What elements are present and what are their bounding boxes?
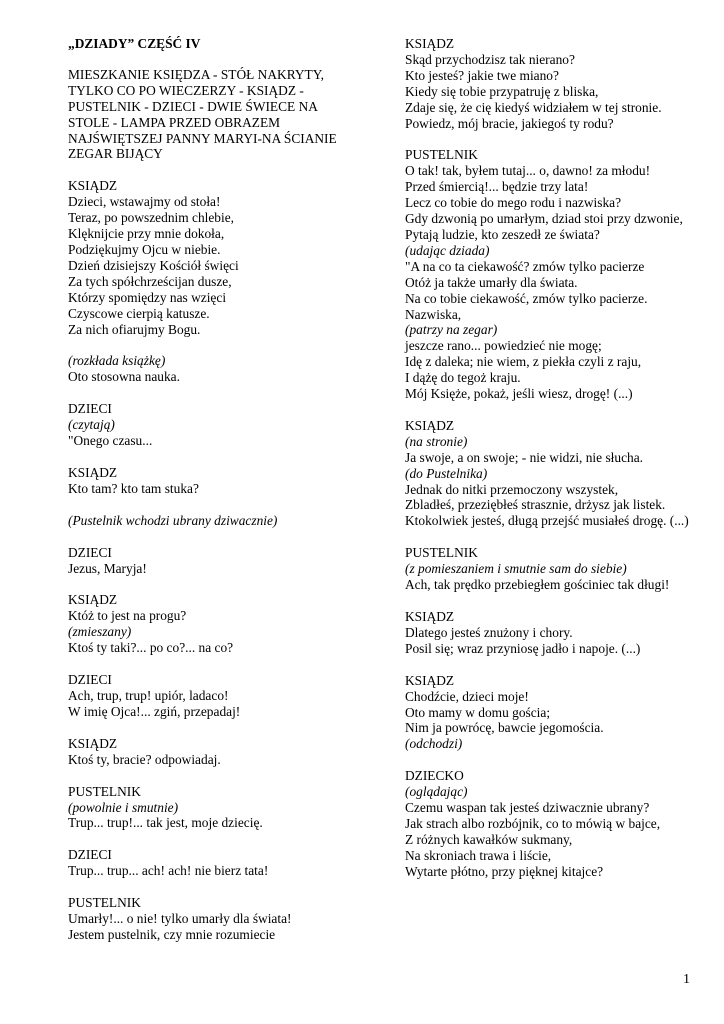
dialogue-block [68,545,358,577]
dialogue-line: Nazwiska, [405,306,462,322]
dialogue-line: PUSTELNIK [68,783,141,799]
dialogue-line: Ach, tak prędko przebiegłem gościniec tak długi! [405,577,670,593]
dialogue-line: Powiedz, mój bracie, jakiegoś ty rodu? [405,115,614,131]
dialogue-block [405,418,705,529]
dialogue-line: Idę z daleka; nie wiem, z piekła czyli z raju, [405,354,642,370]
right-dialogue [405,36,705,880]
dialogue-block [405,545,705,593]
dialogue-line: Nim ja powrócę, bawcie jegomościa. [405,720,604,736]
stage-direction: (zmieszany) [68,624,132,640]
dialogue-line: Ktoś ty, bracie? odpowiadaj. [68,751,221,767]
dialogue-line: DZIECI [68,672,112,688]
dialogue-line: W imię Ojca!... zgiń, przepadaj! [68,703,241,719]
dialogue-line: O tak! tak, byłem tutaj... o, dawno! za młodu! [405,163,651,179]
dialogue-line: Wytarte płótno, przy pięknej kitajce? [405,863,604,879]
stage-direction: (z pomieszaniem i smutnie sam do siebie) [405,561,627,577]
dialogue-block [405,36,705,131]
dialogue-line: Oto mamy w domu gościa; [405,704,551,720]
dialogue-line: KSIĄDZ [405,672,455,688]
dialogue-line: KSIĄDZ [68,178,118,194]
stage-direction: (odchodzi) [405,736,463,752]
dialogue-block [68,353,358,385]
dialogue-block [68,847,358,879]
dialogue-block [68,895,358,943]
dialogue-block [405,768,705,879]
left-column [68,36,358,959]
dialogue-line: Przed śmiercią!... będzie trzy lata! [405,179,589,195]
dialogue-block [68,592,358,656]
dialogue-line: jeszcze rano... powiedzieć nie mogę; [405,338,602,354]
dialogue-line: I dążę do tegoż kraju. [405,370,521,386]
dialogue-block [68,513,358,529]
dialogue-line: Otóż ja także umarły dla świata. [405,274,578,290]
dialogue-line: Dzieci, wstawajmy od stoła! [68,194,221,210]
stage-direction: (rozkłada książkę) [68,353,166,369]
dialogue-line: Na co tobie ciekawość, zmów tylko pacierze. [405,290,648,306]
stage-direction: (do Pustelnika) [405,465,488,481]
dialogue-line: Kiedy się tobie przypatruję z bliska, [405,83,599,99]
stage-direction: (czytają) [68,417,115,433]
dialogue-block [68,401,358,449]
dialogue-line: Skąd przychodzisz tak nierano? [405,51,575,67]
dialogue-line: Pytają ludzie, kto zeszedł ze świata? [405,226,600,242]
dialogue-line: Podziękujmy Ojcu w niebie. [68,241,221,257]
dialogue-block [68,736,358,768]
dialogue-line: Dlatego jesteś znużony i chory. [405,624,573,640]
dialogue-block [405,673,705,753]
left-dialogue [68,178,358,943]
dialogue-line: Gdy dzwonią po umarłym, dziad stoi przy dzwonie, [405,211,683,227]
dialogue-line: Zbladłeś, przeziębłeś strasznie, drżysz jak listek. [405,497,666,513]
dialogue-line: Za tych spółchrześcijan dusze, [68,273,232,289]
dialogue-line: Ktoś ty taki?... po co?... na co? [68,640,234,656]
dialogue-line: DZIECKO [405,768,464,784]
dialogue-line: Kto tam? kto tam stuka? [68,480,199,496]
dialogue-block [68,784,358,832]
dialogue-line: DZIECI [68,544,112,560]
dialogue-line: KSIĄDZ [405,417,455,433]
page-number: 1 [683,972,690,987]
dialogue-line: Chodźcie, dzieci moje! [405,688,529,704]
scene-setting: MIESZKANIE KSIĘDZA - STÓŁ NAKRYTY, TYLKO CO PO WIECZERZY - KSIĄDZ - PUSTELNIK - DZIECI - DWIE ŚWIECE NA STOLE - LAMPA PRZED OBRAZEM NAJŚWIĘTSZEJ PANNY MARYI-NA ŚCIANIE ZEGAR BIJĄCY [68,66,337,162]
dialogue-line: KSIĄDZ [68,464,118,480]
stage-direction: (patrzy na zegar) [405,322,498,338]
stage-direction: (powolnie i smutnie) [68,799,179,815]
dialogue-line: Trup... trup!... tak jest, moje dziecię. [68,815,263,831]
dialogue-line: Kto jesteś? jakie twe miano? [405,67,559,83]
dialogue-line: Jak strach albo rozbójnik, co to mówią w bajce, [405,815,661,831]
dialogue-line: PUSTELNIK [405,545,478,561]
dialogue-line: Którzy spomiędzy nas wzięci [68,289,227,305]
dialogue-line: Ja swoje, a on swoje; - nie widzi, nie słucha. [405,449,643,465]
dialogue-line: Czemu waspan tak jesteś dziwacznie ubrany? [405,800,650,816]
document-title: „DZIADY” CZĘŚĆ IV [68,36,201,51]
dialogue-line: DZIECI [68,847,112,863]
dialogue-line: KSIĄDZ [405,36,455,51]
dialogue-line: PUSTELNIK [405,147,478,163]
dialogue-line: PUSTELNIK [68,895,141,911]
dialogue-line: Zdaje się, że cię kiedyś widziałem w tej stronie. [405,99,662,115]
dialogue-block [405,147,705,402]
dialogue-block [405,609,705,657]
dialogue-line: "Onego czasu... [68,433,153,449]
stage-direction: (oglądając) [405,784,468,800]
dialogue-line: KSIĄDZ [68,592,118,608]
dialogue-line: DZIECI [68,401,112,417]
dialogue-block [68,178,358,337]
dialogue-line: Ktokolwiek jesteś, długą przejść musiałeś drogę. (...) [405,513,689,529]
stage-direction: (Pustelnik wchodzi ubrany dziwacznie) [68,512,278,528]
dialogue-line: Jednak do nitki przemoczony wszystek, [405,481,619,497]
right-column [405,36,705,896]
dialogue-block [68,465,358,497]
dialogue-line: KSIĄDZ [68,735,118,751]
dialogue-line: Lecz co tobie do mego rodu i nazwiska? [405,195,622,211]
dialogue-line: Oto stosowna nauka. [68,369,180,385]
dialogue-line: Trup... trup... ach! ach! nie bierz tata! [68,863,269,879]
dialogue-line: Z różnych kawałków sukmany, [405,831,573,847]
dialogue-line: Któż to jest na progu? [68,608,187,624]
dialogue-line: Na skroniach trawa i liście, [405,847,552,863]
dialogue-line: Posil się; wraz przyniosę jadło i napoje. (...) [405,640,641,656]
dialogue-line: Klęknijcie przy mnie dokoła, [68,226,225,242]
dialogue-line: "A na co ta ciekawość? zmów tylko pacierze [405,258,645,274]
dialogue-line: Jezus, Maryja! [68,560,147,576]
stage-direction: (udając dziada) [405,242,490,258]
dialogue-line: Ach, trup, trup! upiór, ladaco! [68,688,229,703]
stage-direction: (na stronie) [405,433,468,449]
dialogue-line: Jestem pustelnik, czy mnie rozumiecie [68,926,276,942]
dialogue-line: Za nich ofiarujmy Bogu. [68,321,201,337]
dialogue-line: KSIĄDZ [405,609,455,624]
dialogue-block [68,672,358,720]
dialogue-line: Dzień dzisiejszy Kościół święci [68,257,239,273]
dialogue-line: Czyscowe cierpią katusze. [68,305,210,321]
dialogue-line: Teraz, po powszednim chlebie, [68,210,235,226]
dialogue-line: Umarły!... o nie! tylko umarły dla świata! [68,911,292,927]
dialogue-line: Mój Księże, pokaż, jeśli wiesz, drogę! (...) [405,386,633,402]
